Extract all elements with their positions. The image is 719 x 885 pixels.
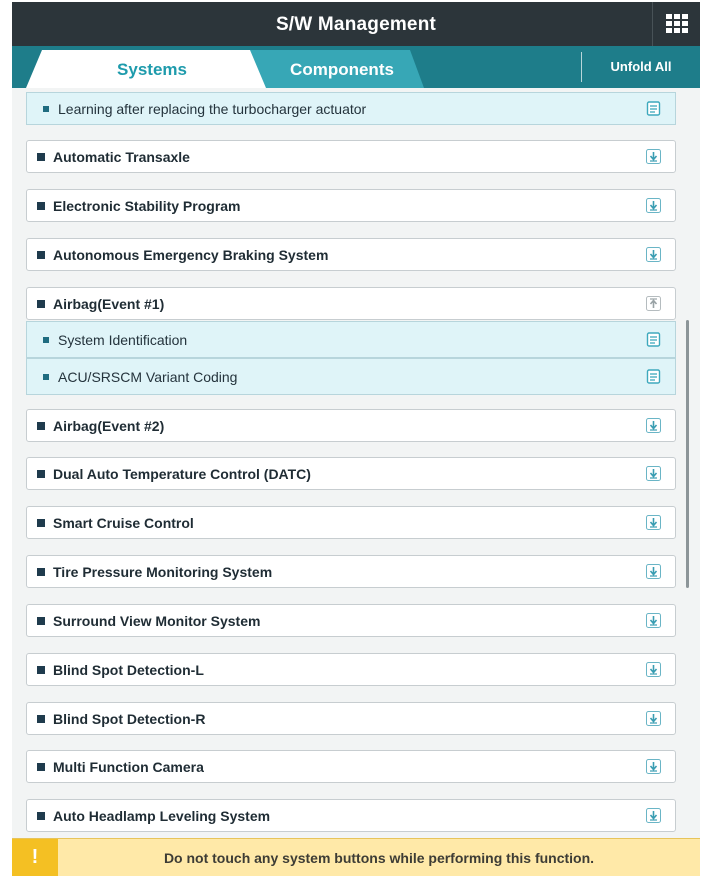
expand-down-icon (646, 198, 661, 213)
menu-button[interactable] (652, 2, 700, 46)
expand-down-icon (646, 418, 661, 433)
list-item[interactable] (26, 189, 676, 222)
bullet-icon (37, 300, 45, 308)
expand-down-icon (646, 759, 661, 774)
tab-bar (12, 46, 700, 88)
expand-down-icon (646, 466, 661, 481)
document-icon (646, 369, 661, 384)
list-item-label: Automatic Transaxle (53, 149, 190, 165)
list-item[interactable] (26, 321, 676, 358)
bullet-icon (37, 715, 45, 723)
bullet-icon (37, 251, 45, 259)
bullet-icon (37, 153, 45, 161)
unfold-all-button[interactable]: Unfold All (581, 52, 700, 82)
tab-components[interactable]: Components (290, 60, 394, 79)
bullet-icon (37, 763, 45, 771)
expand-down-icon (646, 515, 661, 530)
list-item-label: Tire Pressure Monitoring System (53, 564, 273, 580)
list-item[interactable] (26, 409, 676, 442)
warning-icon: ! (12, 839, 58, 876)
list-item[interactable] (26, 506, 676, 539)
document-icon (646, 101, 661, 116)
collapse-up-icon (646, 296, 661, 311)
list-item[interactable] (26, 140, 676, 173)
list-item[interactable] (26, 653, 676, 686)
bullet-icon (37, 202, 45, 210)
system-list (12, 88, 700, 842)
list-item-label: Surround View Monitor System (53, 613, 261, 629)
app-frame (12, 2, 700, 842)
list-item-label: Autonomous Emergency Braking System (53, 247, 329, 263)
list-item-label: Learning after replacing the turbocharger actuator (58, 101, 367, 117)
list-item-label: System Identification (58, 332, 188, 348)
list-item[interactable] (26, 287, 676, 320)
bullet-icon (37, 812, 45, 820)
list-item[interactable] (26, 555, 676, 588)
bullet-icon (37, 519, 45, 527)
bullet-icon (37, 617, 45, 625)
bullet-icon (37, 666, 45, 674)
title-bar (12, 2, 700, 46)
list-item[interactable] (26, 238, 676, 271)
bullet-icon (43, 106, 49, 112)
bullet-icon (43, 374, 49, 380)
bullet-icon (43, 337, 49, 343)
list-item[interactable] (26, 358, 676, 395)
expand-down-icon (646, 149, 661, 164)
list-item[interactable] (26, 604, 676, 637)
list-item-label: Blind Spot Detection-L (53, 662, 204, 678)
list-item-label: Airbag(Event #1) (53, 296, 165, 312)
list-item-label: Multi Function Camera (53, 759, 204, 775)
list-item-label: Auto Headlamp Leveling System (53, 808, 271, 824)
bullet-icon (37, 470, 45, 478)
list-item[interactable] (26, 92, 676, 125)
document-icon (646, 332, 661, 347)
expand-down-icon (646, 711, 661, 726)
list-item-label: Smart Cruise Control (53, 515, 194, 531)
warning-banner (12, 838, 700, 876)
list-item[interactable] (26, 750, 676, 783)
list-item-label: ACU/SRSCM Variant Coding (58, 369, 238, 385)
list-item[interactable] (26, 799, 676, 832)
list-item-label: Blind Spot Detection-R (53, 711, 206, 727)
expand-down-icon (646, 662, 661, 677)
page-title: S/W Management (275, 14, 437, 35)
list-item-label: Electronic Stability Program (53, 198, 241, 214)
expand-down-icon (646, 613, 661, 628)
expand-down-icon (646, 247, 661, 262)
expand-down-icon (646, 564, 661, 579)
list-item[interactable] (26, 457, 676, 490)
list-item-label: Airbag(Event #2) (53, 418, 165, 434)
grid-icon (666, 14, 688, 34)
bullet-icon (37, 568, 45, 576)
warning-text: Do not touch any system buttons while performing this function. (163, 850, 595, 866)
bullet-icon (37, 422, 45, 430)
scrollbar[interactable] (686, 320, 689, 588)
expand-down-icon (646, 808, 661, 823)
list-item[interactable] (26, 702, 676, 735)
tab-systems[interactable]: Systems (117, 60, 187, 79)
list-item-label: Dual Auto Temperature Control (DATC) (53, 466, 311, 482)
